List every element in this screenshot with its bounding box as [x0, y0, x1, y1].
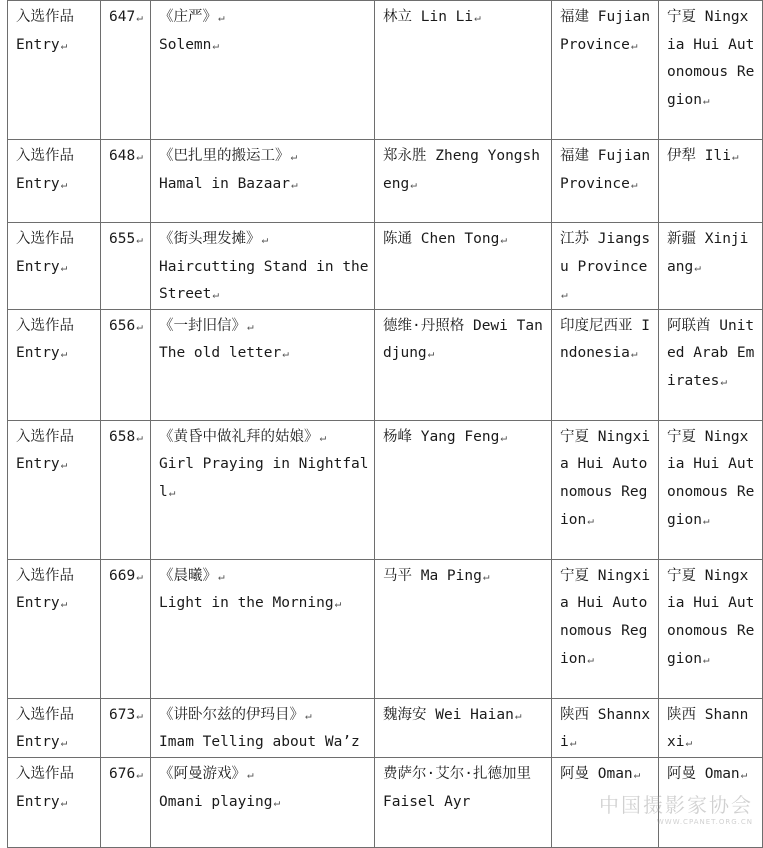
number-cell: 655↵	[101, 223, 151, 310]
author-cell: 魏海安 Wei Haian↵	[375, 698, 552, 757]
region-cell: 伊犁 Ili↵	[659, 140, 763, 223]
region-cell: 陕西 Shannxi↵	[659, 698, 763, 757]
table-row	[8, 757, 763, 847]
author-cell: 陈通 Chen Tong↵	[375, 223, 552, 310]
region-cell: 阿曼 Oman↵	[659, 757, 763, 847]
from-cell: 福建 Fujian Province↵	[552, 1, 659, 140]
table-row	[8, 420, 763, 559]
author-cell: 费萨尔·艾尔·扎德加里 Faisel Ayr	[375, 757, 552, 847]
status-cell: 入选作品 Entry↵	[8, 140, 101, 223]
from-cell: 阿曼 Oman↵	[552, 757, 659, 847]
region-cell: 阿联酋 United Arab Emirates↵	[659, 309, 763, 420]
table-row	[8, 223, 763, 310]
number-cell: 656↵	[101, 309, 151, 420]
number-cell: 648↵	[101, 140, 151, 223]
table-row	[8, 698, 763, 757]
watermark-text: 中国摄影家协会	[599, 793, 753, 817]
number-cell: 658↵	[101, 420, 151, 559]
number-cell: 669↵	[101, 559, 151, 698]
status-cell: 入选作品 Entry↵	[8, 757, 101, 847]
status-cell: 入选作品 Entry↵	[8, 698, 101, 757]
table-row	[8, 140, 763, 223]
region-cell: 宁夏 Ningxia Hui Autonomous Region↵	[659, 420, 763, 559]
author-cell: 马平 Ma Ping↵	[375, 559, 552, 698]
from-cell: 印度尼西亚 Indonesia↵	[552, 309, 659, 420]
author-cell: 郑永胜 Zheng Yongsheng↵	[375, 140, 552, 223]
number-cell: 647↵	[101, 1, 151, 140]
title-cell: 《讲卧尔兹的伊玛目》↵ Imam Telling about Wa’z	[151, 698, 375, 757]
from-cell: 福建 Fujian Province↵	[552, 140, 659, 223]
author-cell: 德维·丹照格 Dewi Tandjung↵	[375, 309, 552, 420]
from-cell: 宁夏 Ningxia Hui Autonomous Region↵	[552, 559, 659, 698]
entries-table	[7, 0, 763, 848]
title-cell: 《一封旧信》↵ The old letter↵	[151, 309, 375, 420]
title-cell: 《巴扎里的搬运工》↵ Hamal in Bazaar↵	[151, 140, 375, 223]
number-cell: 673↵	[101, 698, 151, 757]
region-cell: 宁夏 Ningxia Hui Autonomous Region↵	[659, 1, 763, 140]
title-cell: 《阿曼游戏》↵ Omani playing↵	[151, 757, 375, 847]
status-cell: 入选作品 Entry↵	[8, 559, 101, 698]
title-cell: 《黄昏中做礼拜的姑娘》↵ Girl Praying in Nightfall↵	[151, 420, 375, 559]
table-row	[8, 1, 763, 140]
region-cell: 宁夏 Ningxia Hui Autonomous Region↵	[659, 559, 763, 698]
status-cell: 入选作品 Entry↵	[8, 223, 101, 310]
table-row	[8, 559, 763, 698]
author-cell: 林立 Lin Li↵	[375, 1, 552, 140]
title-cell: 《晨曦》↵ Light in the Morning↵	[151, 559, 375, 698]
title-cell: 《庄严》↵ Solemn↵	[151, 1, 375, 140]
title-cell: 《街头理发摊》↵ Haircutting Stand in the Street↵	[151, 223, 375, 310]
from-cell: 宁夏 Ningxia Hui Autonomous Region↵	[552, 420, 659, 559]
author-cell: 杨峰 Yang Feng↵	[375, 420, 552, 559]
status-cell: 入选作品 Entry↵	[8, 1, 101, 140]
from-cell: 陕西 Shannxi↵	[552, 698, 659, 757]
status-cell: 入选作品 Entry↵	[8, 309, 101, 420]
region-cell: 新疆 Xinjiang↵	[659, 223, 763, 310]
watermark-url: WWW.CPANET.ORG.CN	[656, 818, 753, 826]
from-cell: 江苏 Jiangsu Province↵	[552, 223, 659, 310]
status-cell: 入选作品 Entry↵	[8, 420, 101, 559]
number-cell: 676↵	[101, 757, 151, 847]
table-row	[8, 309, 763, 420]
